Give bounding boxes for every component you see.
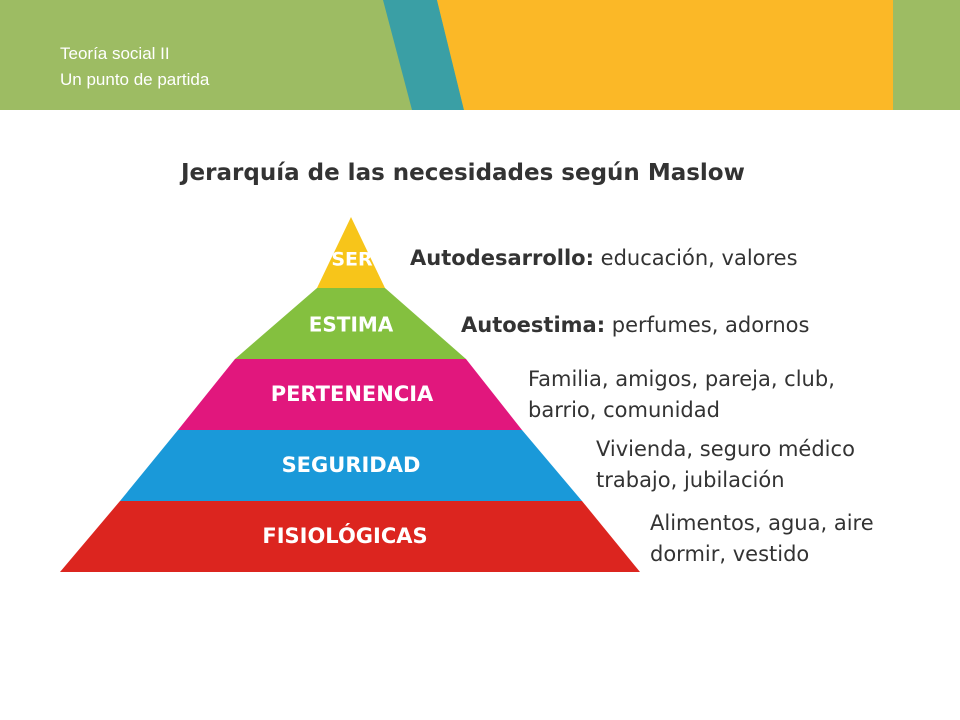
level-label-seguridad: SEGURIDAD — [281, 453, 421, 477]
level-label-pertenencia: PERTENENCIA — [270, 382, 434, 406]
level-desc-seguridad-line-2: trabajo, jubilación — [596, 468, 785, 492]
level-desc-fisiologicas — [650, 508, 874, 570]
level-desc-estima — [461, 310, 809, 341]
level-label-fisiologicas: FISIOLÓGICAS — [262, 524, 428, 548]
level-desc-ser-bold: Autodesarrollo: — [410, 246, 594, 270]
level-desc-ser-text: educación, valores — [593, 246, 798, 270]
level-desc-ser — [410, 243, 798, 274]
level-desc-estima-text: perfumes, adornos — [605, 313, 810, 337]
level-desc-seguridad-line-1: Vivienda, seguro médico — [596, 437, 855, 461]
level-label-estima: ESTIMA — [308, 312, 394, 337]
course-title: Teoría social II — [60, 44, 170, 63]
level-desc-fisiologicas-line-2: dormir, vestido — [650, 542, 810, 566]
level-label-ser: SER — [331, 248, 373, 271]
diagram-title: Jerarquía de las necesidades según Maslow — [181, 160, 745, 186]
level-desc-fisiologicas-line-1: Alimentos, agua, aire — [650, 511, 874, 535]
level-desc-pertenencia-line-2: barrio, comunidad — [528, 398, 720, 422]
course-subtitle: Un punto de partida — [60, 70, 210, 89]
level-desc-pertenencia-line-1: Familia, amigos, pareja, club, — [528, 367, 835, 391]
level-desc-pertenencia — [528, 364, 835, 426]
level-desc-estima-bold: Autoestima: — [461, 313, 606, 337]
level-desc-seguridad — [596, 434, 855, 496]
